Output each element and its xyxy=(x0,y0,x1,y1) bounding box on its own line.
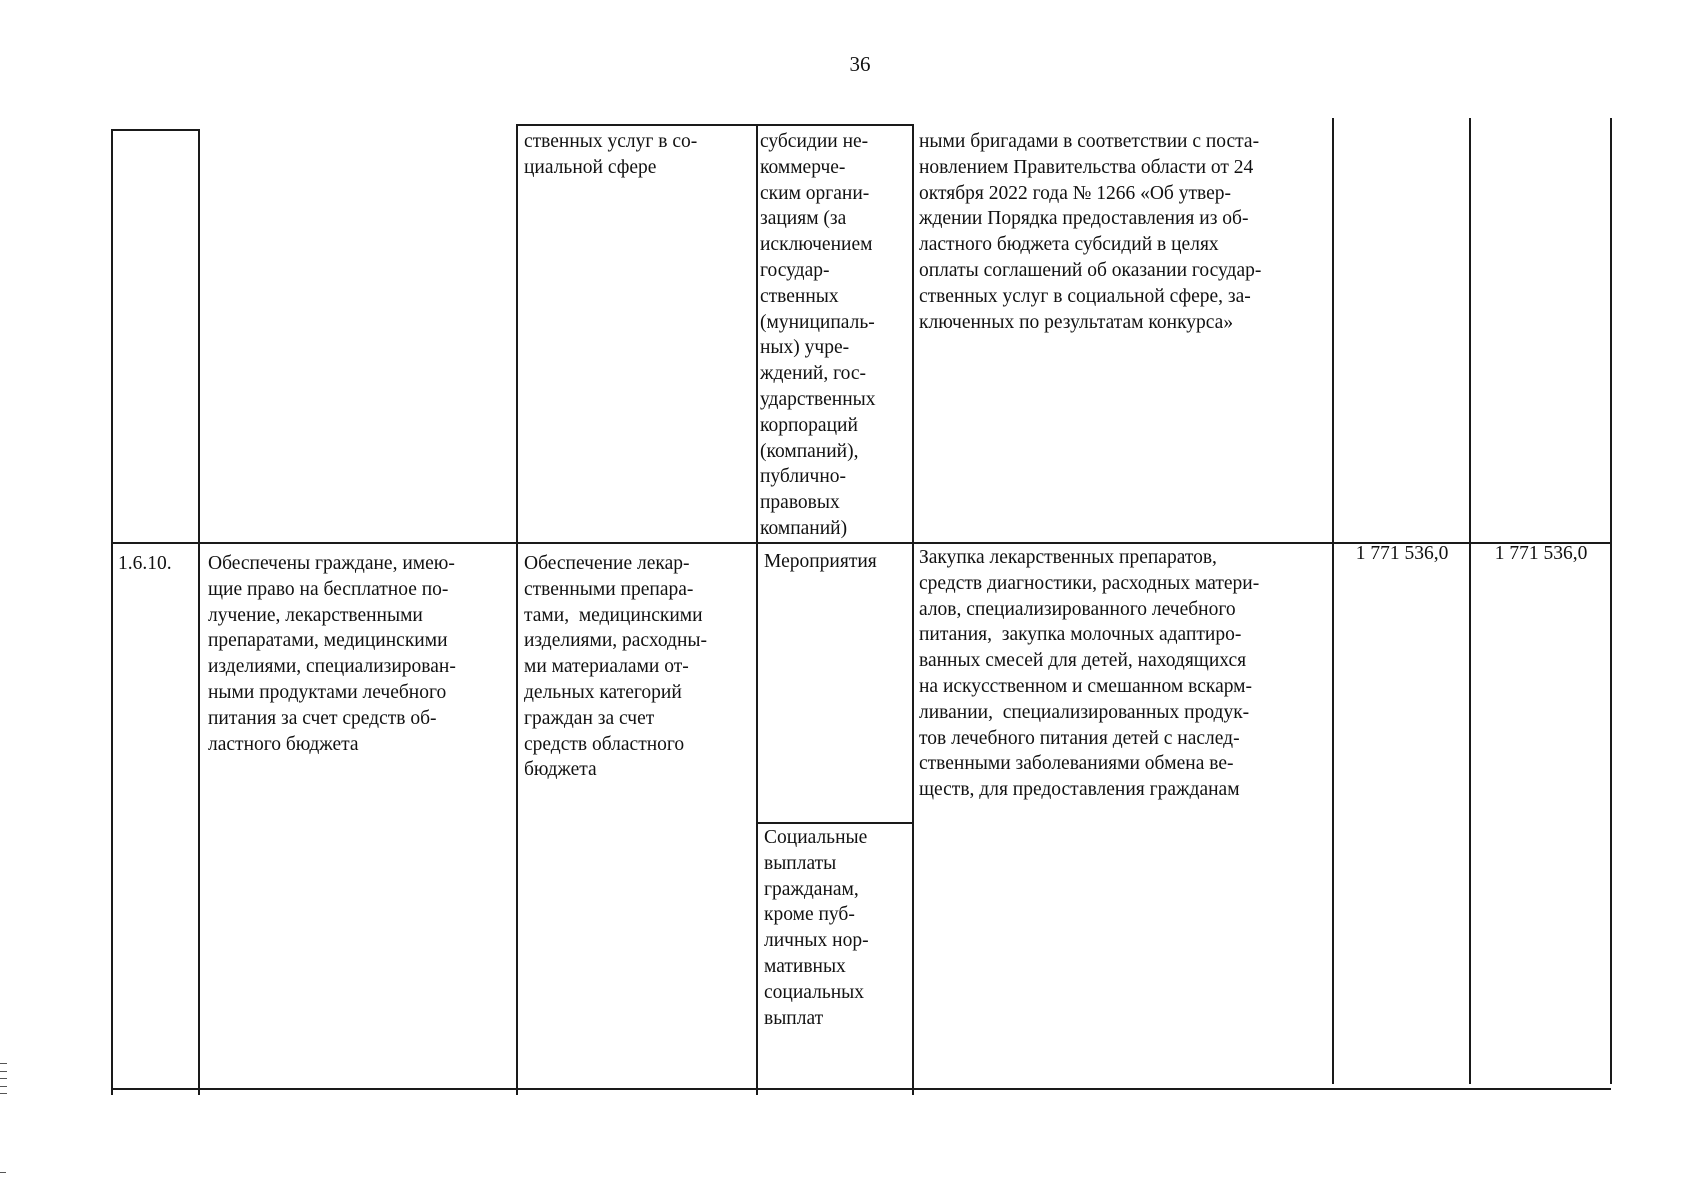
cell-event-continued: ственных услуг в со- циальной сфере xyxy=(524,131,698,178)
cell-event: Обеспечение лекар- ственными препара- тами, медицинскими изделиями, расходны- ми материалами от- дельных категорий граждан за счет средств областного бюджета xyxy=(524,553,707,781)
column-divider-3 xyxy=(756,124,758,1095)
cell-row-number: 1.6.10. xyxy=(118,553,172,574)
cell-expense-type-continued: субсидии не- коммерче- ским органи- зациям (за исключением государ- ственных (муниципаль- ных) учре- ждений, гос- ударственных корпораций (компаний), публично- правовых компаний) xyxy=(760,131,876,539)
cell-expense-type-social-payments: Социальные выплаты гражданам, кроме пуб- личных нор- мативных социальных выплат xyxy=(764,827,869,1029)
table-top-border xyxy=(111,129,199,131)
cell-amount-1: 1 771 536,0 xyxy=(1355,543,1449,564)
column-divider-6 xyxy=(1469,118,1471,1084)
column-divider-1 xyxy=(198,129,200,1095)
table-border-right xyxy=(1610,118,1612,1084)
cell-expense-type-events: Мероприятия xyxy=(764,551,877,572)
table-top-border-middle xyxy=(516,124,914,126)
cell-description: Закупка лекарственных препаратов, средств диагностики, расходных матери- алов, специализированного лечебного питания, закупка молочных адаптиро- ванных смесей для детей, находящихся на искусственном и смешанном вскарм- ливании, специализированных продук- тов лечебного питания детей с наслед- ственными заболеваниями обмена ве- ществ, для предоставления гражданам xyxy=(919,547,1260,801)
cell-description-continued: ными бригадами в соответствии с поста- новлением Правительства области от 24 октября 2022 года № 1266 «Об утвер- ждении Порядка предоставления из об- ластного бюджета субсидий в целях оплаты соглашений об оказании государ- ственных услуг в социальной сфере, за- ключенных по результатам конкурса» xyxy=(919,131,1262,333)
table-border-left xyxy=(111,129,113,1095)
column-divider-4 xyxy=(912,124,914,1095)
cell-amount-2: 1 771 536,0 xyxy=(1494,543,1588,564)
cell-result: Обеспечены граждане, имею- щие право на бесплатное по- лучение, лекарственными препаратами, медицинскими изделиями, специализирован- ными продуктами лечебного питания за счет средств об- ластного бюджета xyxy=(208,553,456,755)
column-divider-5 xyxy=(1332,118,1334,1084)
page-number: 36 xyxy=(849,52,871,76)
column-divider-2 xyxy=(516,124,518,1095)
expense-type-divider xyxy=(756,822,913,824)
table-bottom-border xyxy=(111,1088,1611,1090)
